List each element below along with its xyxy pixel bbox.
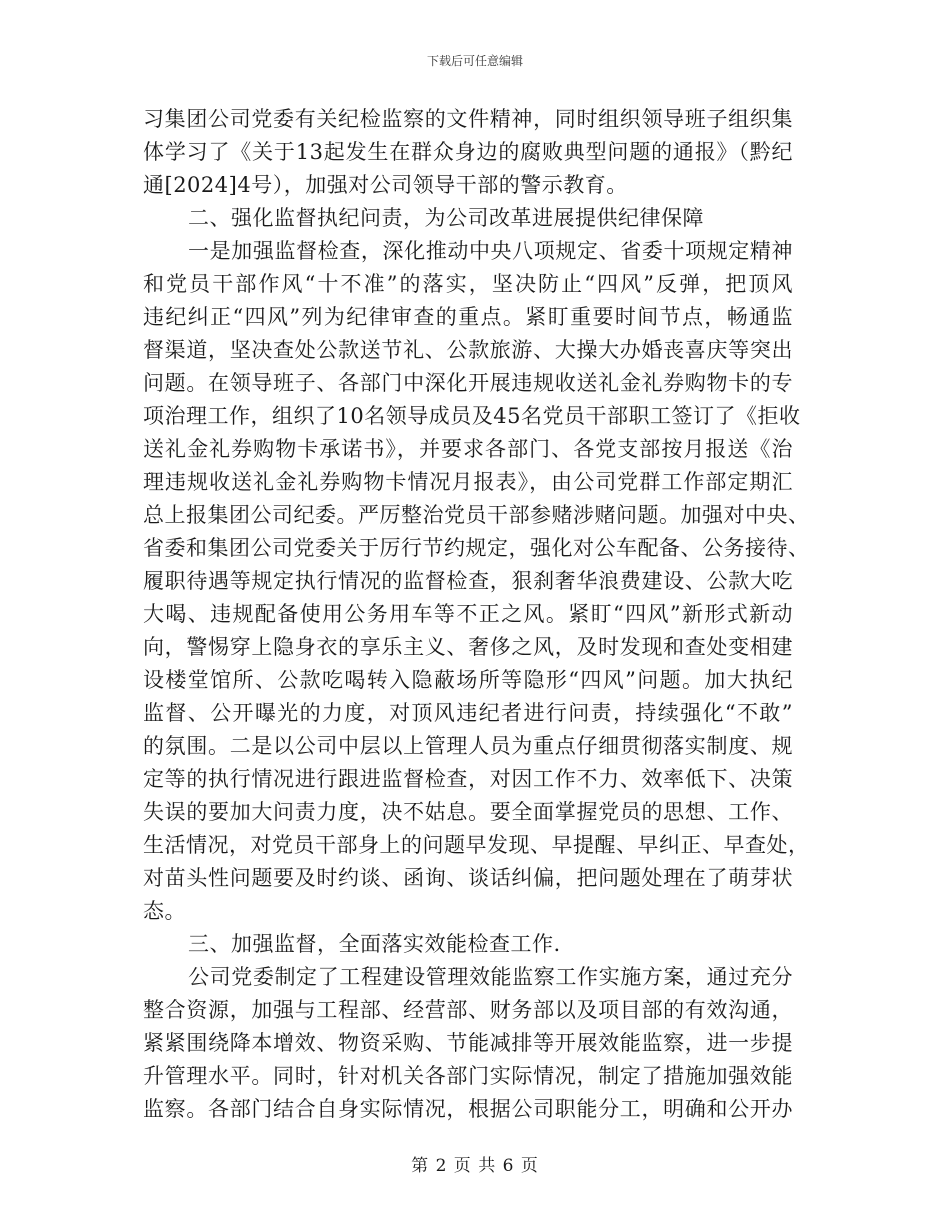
text-line: 整合资源，加强与工程部、经营部、财务部以及项目部的有效沟通，	[143, 998, 793, 1022]
text-line: 一是加强监督检查，深化推动中央八项规定、省委十项规定精神	[188, 239, 793, 263]
page-header: 下载后可任意编辑	[426, 54, 523, 68]
text-line: 送礼金礼券购物卡承诺书》，并要求各部门、各党支部按月报送《治	[143, 437, 793, 461]
text-line: 监督、公开曝光的力度，对顶风违纪者进行问责，持续强化“不敢”	[143, 701, 793, 725]
text-line: 大喝、违规配备使用公务用车等不正之风。紧盯“四风”新形式新动	[143, 602, 793, 626]
text-line: 督渠道，坚决查处公款送节礼、公款旅游、大操大办婚丧喜庆等突出	[143, 338, 793, 362]
text-line: 升管理水平。同时，针对机关各部门实际情况，制定了措施加强效能	[143, 1064, 793, 1088]
text-line: 习集团公司党委有关纪检监察的文件精神，同时组织领导班子组织集	[143, 107, 793, 131]
text-line: 总上报集团公司纪委。严厉整治党员干部参赌涉赌问题。加强对中央、	[143, 503, 810, 527]
text-line: 三、加强监督，全面落实效能检查工作.	[188, 932, 561, 956]
text-line: 生活情况，对党员干部身上的问题早发现、早提醒、早纠正、早查处，	[143, 833, 810, 857]
text-line: 向，警惕穿上隐身衣的享乐主义、奢侈之风，及时发现和查处变相建	[143, 635, 793, 659]
text-line: 的氛围。二是以公司中层以上管理人员为重点仔细贯彻落实制度、规	[143, 734, 793, 758]
document-body	[143, 103, 810, 1126]
text-line: 紧紧围绕降本增效、物资采购、节能减排等开展效能监察，进一步提	[143, 1031, 793, 1055]
text-line: 理违规收送礼金礼券购物卡情况月报表》，由公司党群工作部定期汇	[143, 470, 793, 494]
text-line: 体学习了《关于13起发生在群众身边的腐败典型问题的通报》（黔纪	[143, 140, 793, 164]
text-line: 通[2024]4号），加强对公司领导干部的警示教育。	[143, 173, 628, 197]
text-line: 省委和集团公司党委关于厉行节约规定，强化对公车配备、公务接待、	[143, 536, 810, 560]
text-line: 监察。各部门结合自身实际情况，根据公司职能分工，明确和公开办	[143, 1097, 793, 1121]
text-line: 问题。在领导班子、各部门中深化开展违规收送礼金礼券购物卡的专	[143, 371, 793, 395]
text-line: 设楼堂馆所、公款吃喝转入隐蔽场所等隐形“四风”问题。加大执纪	[143, 668, 793, 692]
text-line: 违纪纠正“四风”列为纪律审查的重点。紧盯重要时间节点，畅通监	[143, 305, 793, 329]
text-line: 对苗头性问题要及时约谈、函询、谈话纠偏，把问题处理在了萌芽状	[143, 866, 793, 890]
text-line: 公司党委制定了工程建设管理效能监察工作实施方案，通过充分	[188, 965, 793, 989]
page-number: 第 2 页 共 6 页	[411, 1156, 539, 1176]
text-line: 履职待遇等规定执行情况的监督检查，狠刹奢华浪费建设、公款大吃	[143, 569, 793, 593]
text-line: 失误的要加大问责力度，决不姑息。要全面掌握党员的思想、工作、	[143, 800, 793, 824]
text-line: 和党员干部作风“十不准”的落实，坚决防止“四风”反弹，把顶风	[143, 272, 793, 296]
text-line: 二、强化监督执纪问责，为公司改革进展提供纪律保障	[188, 206, 704, 230]
text-line: 项治理工作，组织了10名领导成员及45名党员干部职工签订了《拒收	[143, 404, 801, 428]
text-line: 态。	[143, 899, 186, 923]
text-line: 定等的执行情况进行跟进监督检查，对因工作不力、效率低下、决策	[143, 767, 793, 791]
